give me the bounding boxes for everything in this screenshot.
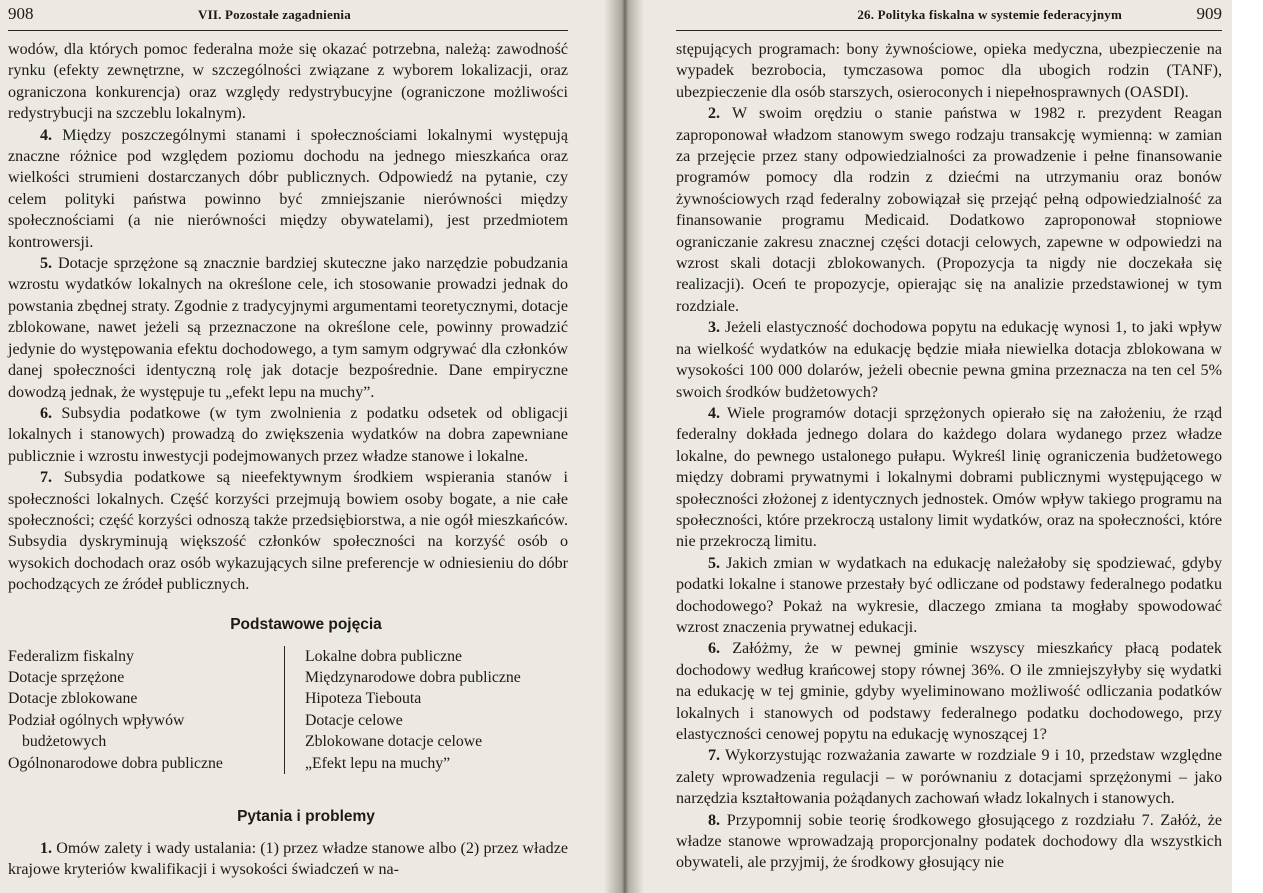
concept-item: Federalizm fiskalny bbox=[8, 647, 134, 665]
left-page-header bbox=[8, 0, 568, 31]
concept-item: Zblokowane dotacje celowe bbox=[305, 733, 483, 751]
right-page-number: 909 bbox=[1196, 4, 1222, 23]
question-8: 8. Przypomnij sobie teorię środkowego głosującego z rozdziału 7. Załóż, że władze stanowe wprowadzają proporcjonalny podatek dochodowy dla wszystkich obywateli, ale przyjmij, że środkowy głosujący nie bbox=[676, 811, 1222, 872]
paragraph-point-6: 6. Subsydia podatkowe (w tym zwolnienia z podatku odsetek od obligacji lokalnych i stanowych) prowadzą do zwiększenia wydatków na dobra zapewniane publicznie i wzrostu inwestycji podejmowanych przez władze stanowe i lokalne. bbox=[8, 404, 568, 465]
paragraph-point-5: 5. Dotacje sprzężone są znacznie bardziej skuteczne jako narzędzie pobudzania wzrostu wydatków lokalnych na określone cele, ich stosowanie prowadzi jednak do powstania zbędnej straty. Zgodnie z tradycyjnymi argumentami teoretycznymi, dotacje zblokowane, nawet jeżeli są przeznaczone na określone cele, powinny prowadzić jedynie do występowania efektu dochodowego, a tym samym odgrywać dla członków danej społeczności identyczną rolę jak dotacje bezpośrednie. Dane empiryczne dowodzą jednak, że występuje tu „efekt lepu na muchy”. bbox=[8, 255, 568, 401]
question-2: 2. W swoim orędziu o stanie państwa w 1982 r. prezydent Reagan zaproponował władzom stanowym swego rodzaju transakcję wymienną: w zamian za przejęcie przez stany odpowiedzialności za prowadzenie i pełne finansowanie programów pomocy dla rodzin z dziećmi na utrzymaniu oraz bonów żywnościowych rząd federalny zobowiązał się przejąć pełną odpowiedzialność za finansowanie programu Medicaid. Dodatkowo zaproponował stopniowe ograniczanie zakresu znacznej części dotacji celowych, zapewne w odpowiedzi na wzrost skali dotacji zblokowanych. (Propozycja ta nigdy nie doczekała się realizacji). Oceń te propozycje, opierając się na analizie przedstawionej w tym rozdziale. bbox=[676, 105, 1222, 315]
question-4: 4. Wiele programów dotacji sprzężonych opierało się na założeniu, że rząd federalny dokłada jednego dolara do każdego dolara wydanego przez władze lokalne, do pewnego ustalonego pułapu. Wykreśl linię ograniczenia budżetowego między dobrami prywatnymi i lokalnymi dobrami publicznymi występującego w społeczności złożonej z identycznych jednostek. Omów wpływ takiego programu na społeczności, które przekroczą ustalony limit wydatków, oraz na społeczności, które nie przekroczą limitu. bbox=[676, 404, 1222, 551]
concept-item: Dotacje celowe bbox=[305, 711, 403, 729]
paragraph-point-4: 4. Między poszczególnymi stanami i społecznościami lokalnymi występują znaczne różnice pod względem poziomu dochodu na jednego mieszkańca oraz wielkości strumieni dostarczanych dóbr publicznych. Odpowiedź na pytanie, czy celem polityki państwa powinno być zmniejszanie nierówności między społecznościami (a nie nierówności między obywatelami), jest przedmiotem kontrowersji. bbox=[8, 126, 568, 251]
left-running-title: VII. Pozostałe zagadnienia bbox=[198, 7, 351, 22]
question-1-continuation: stępujących programach: bony żywnościowe, opieka medyczna, ubezpieczenie na wypadek bezrobocia, tymczasowa pomoc dla ubogich rodzin (TANF), ubezpieczenie dla osób starszych, osieroconych i niepełnosprawnych (OASDI). bbox=[676, 41, 1222, 101]
right-body-text bbox=[676, 39, 1222, 874]
question-3: 3. Jeżeli elastyczność dochodowa popytu na edukację wynosi 1, to jaki wpływ na wielkość wydatków na edukację będzie miała niewielka dotacja zblokowana w wysokości 100 000 dolarów, jeżeli obecnie pewna gmina przeznacza na ten cel 5% swoich środków budżetowych? bbox=[676, 319, 1222, 401]
book-spine-gutter bbox=[604, 0, 644, 893]
question-6: 6. Załóżmy, że w pewnej gminie wszyscy mieszkańcy płacą podatek dochodowy według krańcowej stopy równej 36%. O ile zmniejszyłyby się wydatki na edukację w tej gminie, gdyby wyeliminowano możliwość odliczania podatków lokalnych i stanowych od podstawy federalnego podatku dochodowego, przy elastyczności cenowej popytu na edukację wynoszącej 1? bbox=[676, 640, 1222, 743]
concept-item: Lokalne dobra publiczne bbox=[305, 647, 463, 665]
concept-item: Ogólnonarodowe dobra publiczne bbox=[8, 754, 223, 772]
concept-item: Hipoteza Tiebouta bbox=[305, 690, 422, 708]
concepts-column-left bbox=[8, 646, 285, 774]
left-page-number: 908 bbox=[8, 4, 34, 23]
concept-item: Dotacje zblokowane bbox=[8, 690, 138, 708]
question-list-left bbox=[8, 838, 568, 881]
left-body-text bbox=[8, 39, 568, 596]
paragraph-continuation: wodów, dla których pomoc federalna może się okazać potrzebna, należą: zawodność rynku (efekty zewnętrzne, w szczególności związane z wyborem lokalizacji, oraz ograniczona konkurencja) oraz względy redystrybucyjne (ograniczone możliwości redystrybucji na szczeblu lokalnym). bbox=[8, 41, 568, 123]
question-5: 5. Jakich zmian w wydatkach na edukację należałoby się spodziewać, gdyby podatki lokalne i stanowe przestały być odliczane od podstawy federalnego podatku dochodowego? Pokaż na wykresie, dlaczego zmiana ta mogłaby spowodować wzrost znaczenia prywatnej edukacji. bbox=[676, 554, 1222, 636]
concept-item: Dotacje sprzężone bbox=[8, 668, 125, 686]
concepts-column-right bbox=[285, 646, 521, 774]
concept-item: Międzynarodowe dobra publiczne bbox=[305, 668, 521, 686]
concept-item: Podział ogólnych wpływów bbox=[8, 711, 185, 729]
paragraph-point-7: 7. Subsydia podatkowe są nieefektywnym środkiem wspierania stanów i społeczności lokalnych. Część korzyści przejmują bowiem osoby bogate, a nie całe społeczności; część korzyści odnoszą także przedsiębiorstwa, a nie ogół mieszkańców. Subsydia dyskryminują większość członków społeczności na korzyść osób o wysokich dochodach oraz osób wykazujących silne preferencje w odniesieniu do dóbr pochodzących ze źródeł publicznych. bbox=[8, 469, 568, 594]
question-7: 7. Wykorzystując rozważania zawarte w rozdziale 9 i 10, przedstaw względne zalety wprowadzenia regulacji – w porównaniu z dotacjami sprzężonymi – jako narzędzia kształtowania pożądanych zachowań władz lokalnych i stanowych. bbox=[676, 747, 1222, 808]
right-page-header bbox=[676, 0, 1222, 31]
right-page bbox=[632, 0, 1232, 893]
concept-item: budżetowych bbox=[22, 733, 107, 751]
questions-heading: Pytania i problemy bbox=[237, 808, 375, 825]
right-running-title: 26. Polityka fiskalna w systemie federacyjnym bbox=[857, 7, 1122, 22]
concept-item: „Efekt lepu na muchy” bbox=[305, 754, 451, 772]
question-1: 1. Omów zalety i wady ustalania: (1) przez władze stanowe albo (2) przez władze krajowe kryteriów kwalifikacji i wysokości świadczeń w na- bbox=[8, 840, 568, 879]
concepts-list bbox=[8, 646, 568, 774]
concepts-heading: Podstawowe pojęcia bbox=[230, 615, 382, 633]
left-page bbox=[0, 0, 612, 893]
